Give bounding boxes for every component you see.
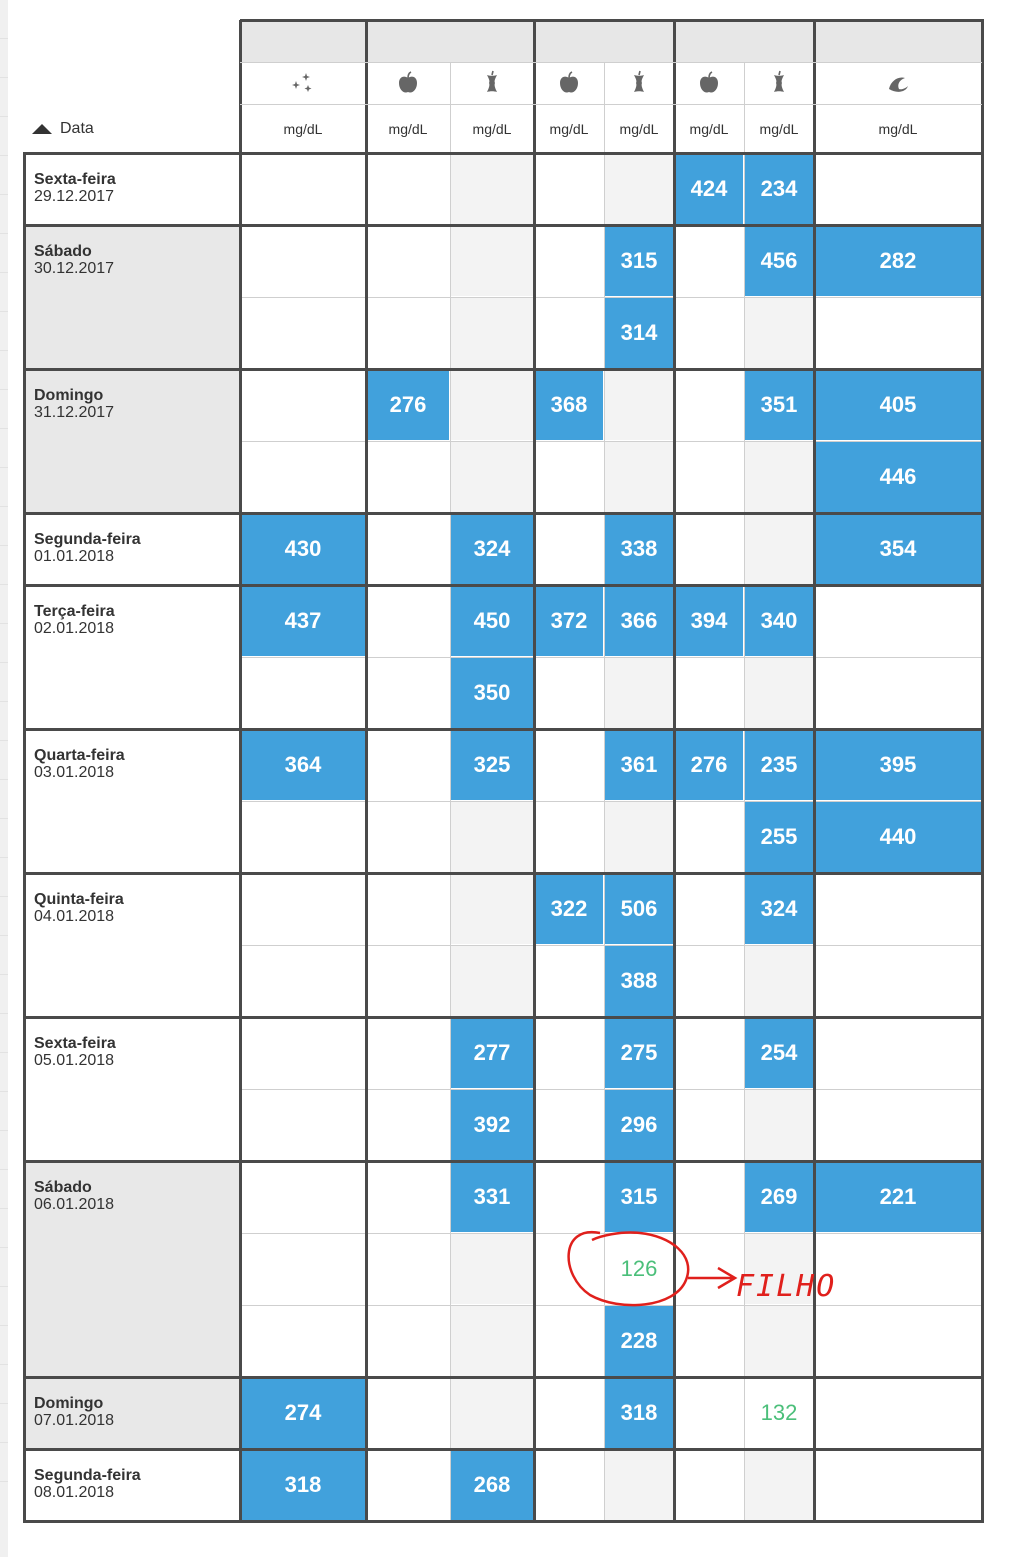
apple-core-icon <box>604 62 674 104</box>
empty-cell[interactable] <box>451 442 533 512</box>
empty-cell[interactable] <box>535 1306 603 1376</box>
glucose-reading[interactable]: 506 <box>605 874 673 944</box>
empty-cell[interactable] <box>745 946 813 1016</box>
column-divider <box>604 62 605 1521</box>
table-bottom-border <box>23 1520 983 1523</box>
empty-cell[interactable] <box>451 226 533 296</box>
empty-cell[interactable] <box>367 298 449 368</box>
empty-cell[interactable] <box>745 1234 813 1304</box>
weekday-label: Sábado <box>34 243 92 260</box>
header-jantar[interactable] <box>674 20 814 62</box>
unit-label: mg/dL <box>472 120 512 137</box>
empty-cell[interactable] <box>535 1234 603 1304</box>
empty-cell[interactable] <box>815 154 981 224</box>
glucose-reading[interactable]: 318 <box>241 1450 365 1520</box>
empty-cell[interactable] <box>675 1450 743 1520</box>
glucose-reading[interactable]: 450 <box>451 586 533 656</box>
unit-label: mg/dL <box>549 120 589 137</box>
glucose-reading[interactable]: 440 <box>815 802 981 872</box>
day-row-border <box>23 872 983 875</box>
date-label: 01.01.2018 <box>34 548 115 565</box>
empty-cell[interactable] <box>535 1450 603 1520</box>
day-row-border <box>23 728 983 731</box>
unit-label: mg/dL <box>619 120 659 137</box>
sub-row-divider <box>240 657 982 658</box>
date-label: 31.12.2017 <box>34 404 115 421</box>
day-row-border <box>23 1016 983 1019</box>
date-cell <box>24 369 240 513</box>
empty-cell[interactable] <box>367 1090 449 1160</box>
header-bottom-border <box>23 152 983 155</box>
weekday-label: Domingo <box>34 387 104 404</box>
date-label: 02.01.2018 <box>34 620 115 637</box>
empty-cell[interactable] <box>367 1378 449 1448</box>
glucose-reading[interactable]: 315 <box>605 226 673 296</box>
empty-cell[interactable] <box>605 1450 673 1520</box>
glucose-reading[interactable]: 282 <box>815 226 981 296</box>
empty-cell[interactable] <box>745 442 813 512</box>
empty-cell[interactable] <box>241 802 365 872</box>
column-divider <box>450 62 451 1521</box>
empty-cell[interactable] <box>241 298 365 368</box>
empty-cell[interactable] <box>367 1234 449 1304</box>
empty-cell[interactable] <box>605 154 673 224</box>
empty-cell[interactable] <box>745 1090 813 1160</box>
empty-cell[interactable] <box>605 442 673 512</box>
glucose-reading[interactable]: 364 <box>241 730 365 800</box>
glucose-reading[interactable]: 315 <box>605 1162 673 1232</box>
empty-cell[interactable] <box>241 1018 365 1088</box>
unit-label: mg/dL <box>759 120 799 137</box>
empty-cell[interactable] <box>535 298 603 368</box>
glucose-reading[interactable]: 322 <box>535 874 603 944</box>
empty-cell[interactable] <box>815 298 981 368</box>
empty-cell[interactable] <box>367 874 449 944</box>
column-border <box>365 20 368 1523</box>
empty-cell[interactable] <box>241 1090 365 1160</box>
empty-cell[interactable] <box>367 1018 449 1088</box>
unit-label: mg/dL <box>878 120 918 137</box>
date-label: 07.01.2018 <box>34 1412 115 1429</box>
glucose-reading[interactable]: 221 <box>815 1162 981 1232</box>
empty-cell[interactable] <box>367 1450 449 1520</box>
empty-cell[interactable] <box>535 226 603 296</box>
empty-cell[interactable] <box>451 946 533 1016</box>
column-border <box>239 20 242 1523</box>
empty-cell[interactable] <box>605 370 673 440</box>
sub-row-divider <box>240 1305 982 1306</box>
empty-cell[interactable] <box>815 946 981 1016</box>
date-cell <box>24 585 240 729</box>
empty-cell[interactable] <box>745 658 813 728</box>
glucose-reading[interactable]: 228 <box>605 1306 673 1376</box>
apple-icon <box>674 62 744 104</box>
column-border <box>673 20 676 1523</box>
glucose-reading[interactable]: 405 <box>815 370 981 440</box>
empty-cell[interactable] <box>367 442 449 512</box>
empty-cell[interactable] <box>367 946 449 1016</box>
empty-cell[interactable] <box>675 874 743 944</box>
empty-cell[interactable] <box>535 514 603 584</box>
glucose-reading[interactable]: 354 <box>815 514 981 584</box>
glucose-reading[interactable]: 338 <box>605 514 673 584</box>
empty-cell[interactable] <box>815 658 981 728</box>
glucose-reading[interactable]: 296 <box>605 1090 673 1160</box>
empty-cell[interactable] <box>535 946 603 1016</box>
unit-label: mg/dL <box>689 120 729 137</box>
header-madrugada[interactable] <box>240 20 366 62</box>
date-cell <box>24 153 240 225</box>
glucose-reading[interactable]: 325 <box>451 730 533 800</box>
sub-row-divider <box>240 1089 982 1090</box>
empty-cell[interactable] <box>535 442 603 512</box>
glucose-reading[interactable]: 268 <box>451 1450 533 1520</box>
empty-cell[interactable] <box>535 1090 603 1160</box>
empty-cell[interactable] <box>815 874 981 944</box>
moon-icon <box>814 62 982 104</box>
date-label: 04.01.2018 <box>34 908 115 925</box>
column-border <box>813 20 816 1523</box>
empty-cell[interactable] <box>367 514 449 584</box>
glucose-reading[interactable]: 424 <box>675 154 743 224</box>
empty-cell[interactable] <box>675 802 743 872</box>
glucose-reading[interactable]: 275 <box>605 1018 673 1088</box>
glucose-reading[interactable]: 361 <box>605 730 673 800</box>
glucose-reading[interactable]: 446 <box>815 442 981 512</box>
sub-row-divider <box>240 801 982 802</box>
empty-cell[interactable] <box>241 154 365 224</box>
empty-cell[interactable] <box>675 1090 743 1160</box>
date-cell <box>24 729 240 873</box>
empty-cell[interactable] <box>367 586 449 656</box>
empty-cell[interactable] <box>451 874 533 944</box>
column-border <box>533 20 536 1523</box>
glucose-reading[interactable]: 132 <box>760 1400 798 1425</box>
empty-cell[interactable] <box>605 802 673 872</box>
empty-cell[interactable] <box>675 1162 743 1232</box>
empty-cell[interactable] <box>451 370 533 440</box>
day-row-border <box>23 1448 983 1451</box>
glucose-reading[interactable]: 430 <box>241 514 365 584</box>
empty-cell[interactable] <box>451 1234 533 1304</box>
glucose-reading[interactable]: 395 <box>815 730 981 800</box>
sub-row-divider <box>240 945 982 946</box>
header-top-border <box>240 19 984 22</box>
empty-cell[interactable] <box>675 658 743 728</box>
empty-cell[interactable] <box>535 1018 603 1088</box>
glucose-reading[interactable]: 392 <box>451 1090 533 1160</box>
date-cell <box>24 1449 240 1521</box>
glucose-reading[interactable]: 276 <box>367 370 449 440</box>
glucose-reading[interactable]: 314 <box>605 298 673 368</box>
weekday-label: Segunda-feira <box>34 531 141 548</box>
empty-cell[interactable] <box>367 730 449 800</box>
empty-cell[interactable] <box>815 1378 981 1448</box>
weekday-label: Quinta-feira <box>34 891 124 908</box>
empty-cell[interactable] <box>815 1234 981 1304</box>
header-almoco[interactable] <box>534 20 674 62</box>
day-row-border <box>23 512 983 515</box>
glucose-reading[interactable]: 350 <box>451 658 533 728</box>
empty-cell[interactable] <box>815 1090 981 1160</box>
date-cell <box>24 513 240 585</box>
empty-cell[interactable] <box>241 226 365 296</box>
empty-cell[interactable] <box>815 1306 981 1376</box>
sub-row-divider <box>240 1233 982 1234</box>
empty-cell[interactable] <box>367 1306 449 1376</box>
header-hora-de-dormir[interactable] <box>814 20 982 62</box>
glucose-reading[interactable]: 394 <box>675 586 743 656</box>
empty-cell[interactable] <box>815 1018 981 1088</box>
empty-cell[interactable] <box>535 154 603 224</box>
apple-icon <box>366 62 450 104</box>
empty-cell[interactable] <box>675 1018 743 1088</box>
empty-cell[interactable] <box>241 1162 365 1232</box>
empty-cell[interactable] <box>241 874 365 944</box>
header-divider <box>240 104 982 105</box>
date-cell <box>24 225 240 369</box>
empty-cell[interactable] <box>451 1306 533 1376</box>
empty-cell[interactable] <box>675 1378 743 1448</box>
glucose-reading[interactable]: 269 <box>745 1162 813 1232</box>
empty-cell[interactable] <box>675 298 743 368</box>
glucose-reading[interactable]: 437 <box>241 586 365 656</box>
empty-cell[interactable] <box>451 1378 533 1448</box>
date-label: 30.12.2017 <box>34 260 115 277</box>
empty-cell[interactable] <box>241 1234 365 1304</box>
empty-cell[interactable] <box>815 586 981 656</box>
glucose-reading[interactable]: 235 <box>745 730 813 800</box>
empty-cell[interactable] <box>675 946 743 1016</box>
day-row-border <box>23 1160 983 1163</box>
day-row-border <box>23 224 983 227</box>
header-divider <box>240 62 982 63</box>
empty-cell[interactable] <box>451 298 533 368</box>
empty-cell[interactable] <box>241 1306 365 1376</box>
empty-cell[interactable] <box>367 1162 449 1232</box>
weekday-label: Terça-feira <box>34 603 115 620</box>
stars-icon <box>240 62 366 104</box>
date-cell <box>24 1017 240 1161</box>
weekday-label: Sábado <box>34 1179 92 1196</box>
empty-cell[interactable] <box>367 154 449 224</box>
apple-icon <box>534 62 604 104</box>
empty-cell[interactable] <box>815 1450 981 1520</box>
day-row-border <box>23 1376 983 1379</box>
unit-label: mg/dL <box>283 120 323 137</box>
empty-cell[interactable] <box>241 370 365 440</box>
empty-cell[interactable] <box>745 298 813 368</box>
weekday-label: Quarta-feira <box>34 747 125 764</box>
empty-cell[interactable] <box>451 154 533 224</box>
glucose-reading[interactable]: 388 <box>605 946 673 1016</box>
empty-cell[interactable] <box>675 226 743 296</box>
date-label: 29.12.2017 <box>34 188 115 205</box>
glucose-reading[interactable]: 368 <box>535 370 603 440</box>
glucose-reading[interactable]: 276 <box>675 730 743 800</box>
date-label: 06.01.2018 <box>34 1196 115 1213</box>
empty-cell[interactable] <box>241 658 365 728</box>
apple-core-icon <box>744 62 814 104</box>
column-border <box>981 20 984 1523</box>
glucose-reading[interactable]: 126 <box>620 1256 658 1281</box>
unit-label: mg/dL <box>388 120 428 137</box>
sort-ascending-icon <box>32 124 52 134</box>
empty-cell[interactable] <box>367 226 449 296</box>
empty-cell[interactable] <box>745 514 813 584</box>
empty-cell[interactable] <box>675 514 743 584</box>
day-row-border <box>23 584 983 587</box>
empty-cell[interactable] <box>745 1450 813 1520</box>
empty-cell[interactable] <box>535 802 603 872</box>
weekday-label: Domingo <box>34 1395 104 1412</box>
sub-row-divider <box>240 297 982 298</box>
weekday-label: Segunda-feira <box>34 1467 141 1484</box>
glucose-reading[interactable]: 331 <box>451 1162 533 1232</box>
glucose-reading[interactable]: 254 <box>745 1018 813 1088</box>
empty-cell[interactable] <box>745 1306 813 1376</box>
glucose-reading[interactable]: 366 <box>605 586 673 656</box>
glucose-reading[interactable]: 274 <box>241 1378 365 1448</box>
date-label: 08.01.2018 <box>34 1484 115 1501</box>
glucose-reading[interactable]: 324 <box>451 514 533 584</box>
glucose-reading[interactable]: 234 <box>745 154 813 224</box>
glucose-reading[interactable]: 351 <box>745 370 813 440</box>
empty-cell[interactable] <box>367 658 449 728</box>
date-cell <box>24 873 240 1017</box>
date-cell <box>24 1161 240 1377</box>
empty-cell[interactable] <box>241 442 365 512</box>
annotation-label: FILHO <box>736 1269 837 1304</box>
date-cell <box>24 1377 240 1449</box>
glucose-reading[interactable]: 340 <box>745 586 813 656</box>
empty-cell[interactable] <box>535 658 603 728</box>
empty-cell[interactable] <box>675 442 743 512</box>
empty-cell[interactable] <box>535 730 603 800</box>
glucose-reading[interactable]: 318 <box>605 1378 673 1448</box>
glucose-reading[interactable]: 372 <box>535 586 603 656</box>
empty-cell[interactable] <box>451 802 533 872</box>
sort-label: Data <box>60 119 94 137</box>
weekday-label: Sexta-feira <box>34 1035 116 1052</box>
glucose-reading[interactable]: 324 <box>745 874 813 944</box>
empty-cell[interactable] <box>675 370 743 440</box>
empty-cell[interactable] <box>605 658 673 728</box>
day-row-border <box>23 368 983 371</box>
glucose-reading[interactable]: 255 <box>745 802 813 872</box>
sort-by-date-header[interactable] <box>32 104 212 153</box>
apple-core-icon <box>450 62 534 104</box>
table-left-border <box>23 153 26 1523</box>
sub-row-divider <box>240 441 982 442</box>
glucose-reading[interactable]: 456 <box>745 226 813 296</box>
date-label: 03.01.2018 <box>34 764 115 781</box>
empty-cell[interactable] <box>241 946 365 1016</box>
empty-cell[interactable] <box>367 802 449 872</box>
date-label: 05.01.2018 <box>34 1052 115 1069</box>
empty-cell[interactable] <box>535 1378 603 1448</box>
weekday-label: Sexta-feira <box>34 171 116 188</box>
empty-cell[interactable] <box>675 1234 743 1304</box>
glucose-reading[interactable]: 277 <box>451 1018 533 1088</box>
column-divider <box>744 62 745 1521</box>
header-cafe-da-manha[interactable] <box>366 20 534 62</box>
empty-cell[interactable] <box>535 1162 603 1232</box>
empty-cell[interactable] <box>675 1306 743 1376</box>
